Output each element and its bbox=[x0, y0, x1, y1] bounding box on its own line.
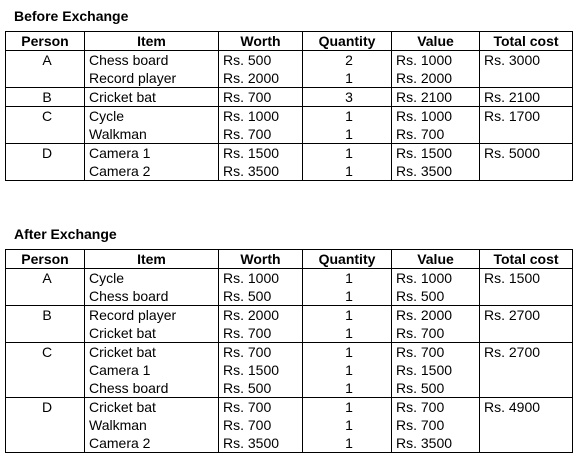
cell-line: 1 bbox=[345, 108, 353, 124]
cell-line: Walkman bbox=[89, 417, 147, 433]
item-cell bbox=[85, 107, 219, 144]
cell-line: Cricket bat bbox=[89, 399, 156, 415]
item-cell bbox=[85, 398, 219, 453]
worth-cell bbox=[219, 144, 303, 181]
cell-line: Rs. 700 bbox=[396, 417, 445, 433]
cell-line: Camera 1 bbox=[89, 362, 151, 378]
total-cost-cell: Rs. 1500 bbox=[480, 269, 573, 306]
cell-line: 1 bbox=[345, 362, 353, 378]
cell-line: Chess board bbox=[89, 380, 169, 396]
person-cell: D bbox=[6, 144, 85, 181]
table-row bbox=[6, 144, 573, 181]
cell-line: Rs. 500 bbox=[223, 380, 272, 396]
value-cell bbox=[392, 343, 480, 398]
cell-line: 3 bbox=[345, 89, 353, 105]
before-exchange-table bbox=[5, 31, 573, 181]
cell-line: Rs. 2000 bbox=[396, 307, 453, 323]
cell-line: Camera 1 bbox=[89, 145, 151, 161]
cell-line: 2 bbox=[345, 52, 353, 68]
value-cell bbox=[392, 269, 480, 306]
cell-line: 1 bbox=[345, 145, 353, 161]
cell-line: Rs. 700 bbox=[223, 325, 272, 341]
cell-line: Rs. 3500 bbox=[223, 435, 280, 451]
item-cell bbox=[85, 88, 219, 107]
cell-line: Rs. 500 bbox=[223, 288, 272, 304]
quantity-cell bbox=[303, 107, 392, 144]
person-cell: A bbox=[6, 51, 85, 88]
cell-line: 1 bbox=[345, 399, 353, 415]
after-exchange-table bbox=[5, 249, 573, 453]
quantity-cell bbox=[303, 398, 392, 453]
quantity-cell bbox=[303, 88, 392, 107]
total-cost-cell: Rs. 2700 bbox=[480, 343, 573, 398]
total-cost-cell: Rs. 2100 bbox=[480, 88, 573, 107]
total-cost-cell: Rs. 4900 bbox=[480, 398, 573, 453]
item-cell bbox=[85, 306, 219, 343]
header-item: Item bbox=[85, 32, 219, 51]
cell-line: Chess board bbox=[89, 288, 169, 304]
cell-line: Rs. 2000 bbox=[396, 70, 453, 86]
cell-line: 1 bbox=[345, 307, 353, 323]
header-value: Value bbox=[392, 250, 480, 269]
worth-cell bbox=[219, 269, 303, 306]
table-row bbox=[6, 88, 573, 107]
cell-line: Rs. 1500 bbox=[223, 145, 280, 161]
quantity-cell bbox=[303, 269, 392, 306]
cell-line: 1 bbox=[345, 70, 353, 86]
cell-line: Record player bbox=[89, 307, 177, 323]
quantity-cell bbox=[303, 306, 392, 343]
cell-line: Cricket bat bbox=[89, 325, 156, 341]
quantity-cell bbox=[303, 343, 392, 398]
cell-line: Rs. 500 bbox=[223, 52, 272, 68]
worth-cell bbox=[219, 51, 303, 88]
cell-line: 1 bbox=[345, 325, 353, 341]
quantity-cell bbox=[303, 144, 392, 181]
cell-line: Rs. 500 bbox=[396, 288, 445, 304]
worth-cell bbox=[219, 343, 303, 398]
person-cell: B bbox=[6, 306, 85, 343]
value-cell bbox=[392, 398, 480, 453]
cell-line: Rs. 3500 bbox=[396, 163, 453, 179]
person-cell: C bbox=[6, 343, 85, 398]
cell-line: Rs. 1000 bbox=[396, 108, 453, 124]
cell-line: 1 bbox=[345, 270, 353, 286]
person-cell: C bbox=[6, 107, 85, 144]
cell-line: Camera 2 bbox=[89, 163, 151, 179]
cell-line: 1 bbox=[345, 126, 353, 142]
header-quantity: Quantity bbox=[303, 250, 392, 269]
cell-line: Rs. 500 bbox=[396, 380, 445, 396]
cell-line: Rs. 700 bbox=[396, 344, 445, 360]
item-cell bbox=[85, 269, 219, 306]
cell-line: Cricket bat bbox=[89, 89, 156, 105]
cell-line: 1 bbox=[345, 417, 353, 433]
cell-line: Rs. 700 bbox=[396, 325, 445, 341]
cell-line: Rs. 700 bbox=[223, 89, 272, 105]
cell-line: Camera 2 bbox=[89, 435, 151, 451]
value-cell bbox=[392, 107, 480, 144]
header-total-cost: Total cost bbox=[480, 250, 573, 269]
table-row bbox=[6, 107, 573, 144]
value-cell bbox=[392, 51, 480, 88]
item-cell bbox=[85, 51, 219, 88]
cell-line: Rs. 1500 bbox=[396, 145, 453, 161]
cell-line: 1 bbox=[345, 435, 353, 451]
header-item: Item bbox=[85, 250, 219, 269]
table-header-row bbox=[6, 250, 573, 269]
cell-line: Rs. 700 bbox=[223, 344, 272, 360]
table-row bbox=[6, 398, 573, 453]
before-exchange-title: Before Exchange bbox=[14, 8, 129, 24]
cell-line: Rs. 700 bbox=[396, 126, 445, 142]
total-cost-cell: Rs. 2700 bbox=[480, 306, 573, 343]
table-row bbox=[6, 343, 573, 398]
cell-line: Rs. 700 bbox=[223, 126, 272, 142]
person-cell: D bbox=[6, 398, 85, 453]
cell-line: Rs. 700 bbox=[223, 399, 272, 415]
cell-line: 1 bbox=[345, 163, 353, 179]
header-value: Value bbox=[392, 32, 480, 51]
cell-line: Record player bbox=[89, 70, 177, 86]
cell-line: Rs. 1000 bbox=[223, 270, 280, 286]
value-cell bbox=[392, 306, 480, 343]
cell-line: Rs. 1500 bbox=[396, 362, 453, 378]
cell-line: Rs. 3500 bbox=[396, 435, 453, 451]
person-cell: B bbox=[6, 88, 85, 107]
cell-line: Rs. 3500 bbox=[223, 163, 280, 179]
cell-line: Rs. 2000 bbox=[223, 70, 280, 86]
cell-line: Cycle bbox=[89, 270, 125, 286]
header-total-cost: Total cost bbox=[480, 32, 573, 51]
worth-cell bbox=[219, 306, 303, 343]
quantity-cell bbox=[303, 51, 392, 88]
header-person: Person bbox=[6, 32, 85, 51]
table-header-row bbox=[6, 32, 573, 51]
worth-cell bbox=[219, 398, 303, 453]
total-cost-cell: Rs. 3000 bbox=[480, 51, 573, 88]
worth-cell bbox=[219, 107, 303, 144]
total-cost-cell: Rs. 1700 bbox=[480, 107, 573, 144]
cell-line: Cricket bat bbox=[89, 344, 156, 360]
item-cell bbox=[85, 343, 219, 398]
value-cell bbox=[392, 144, 480, 181]
cell-line: Chess board bbox=[89, 52, 169, 68]
header-worth: Worth bbox=[219, 250, 303, 269]
value-cell bbox=[392, 88, 480, 107]
header-quantity: Quantity bbox=[303, 32, 392, 51]
cell-line: Cycle bbox=[89, 108, 125, 124]
cell-line: Rs. 700 bbox=[223, 417, 272, 433]
cell-line: Walkman bbox=[89, 126, 147, 142]
worth-cell bbox=[219, 88, 303, 107]
cell-line: Rs. 1500 bbox=[223, 362, 280, 378]
cell-line: Rs. 2100 bbox=[396, 89, 453, 105]
header-person: Person bbox=[6, 250, 85, 269]
table-row bbox=[6, 51, 573, 88]
table-row bbox=[6, 306, 573, 343]
table-row bbox=[6, 269, 573, 306]
cell-line: 1 bbox=[345, 344, 353, 360]
total-cost-cell: Rs. 5000 bbox=[480, 144, 573, 181]
cell-line: Rs. 1000 bbox=[396, 270, 453, 286]
person-cell: A bbox=[6, 269, 85, 306]
header-worth: Worth bbox=[219, 32, 303, 51]
cell-line: Rs. 700 bbox=[396, 399, 445, 415]
cell-line: Rs. 1000 bbox=[396, 52, 453, 68]
cell-line: Rs. 2000 bbox=[223, 307, 280, 323]
cell-line: Rs. 1000 bbox=[223, 108, 280, 124]
item-cell bbox=[85, 144, 219, 181]
cell-line: 1 bbox=[345, 380, 353, 396]
cell-line: 1 bbox=[345, 288, 353, 304]
after-exchange-title: After Exchange bbox=[14, 226, 117, 242]
